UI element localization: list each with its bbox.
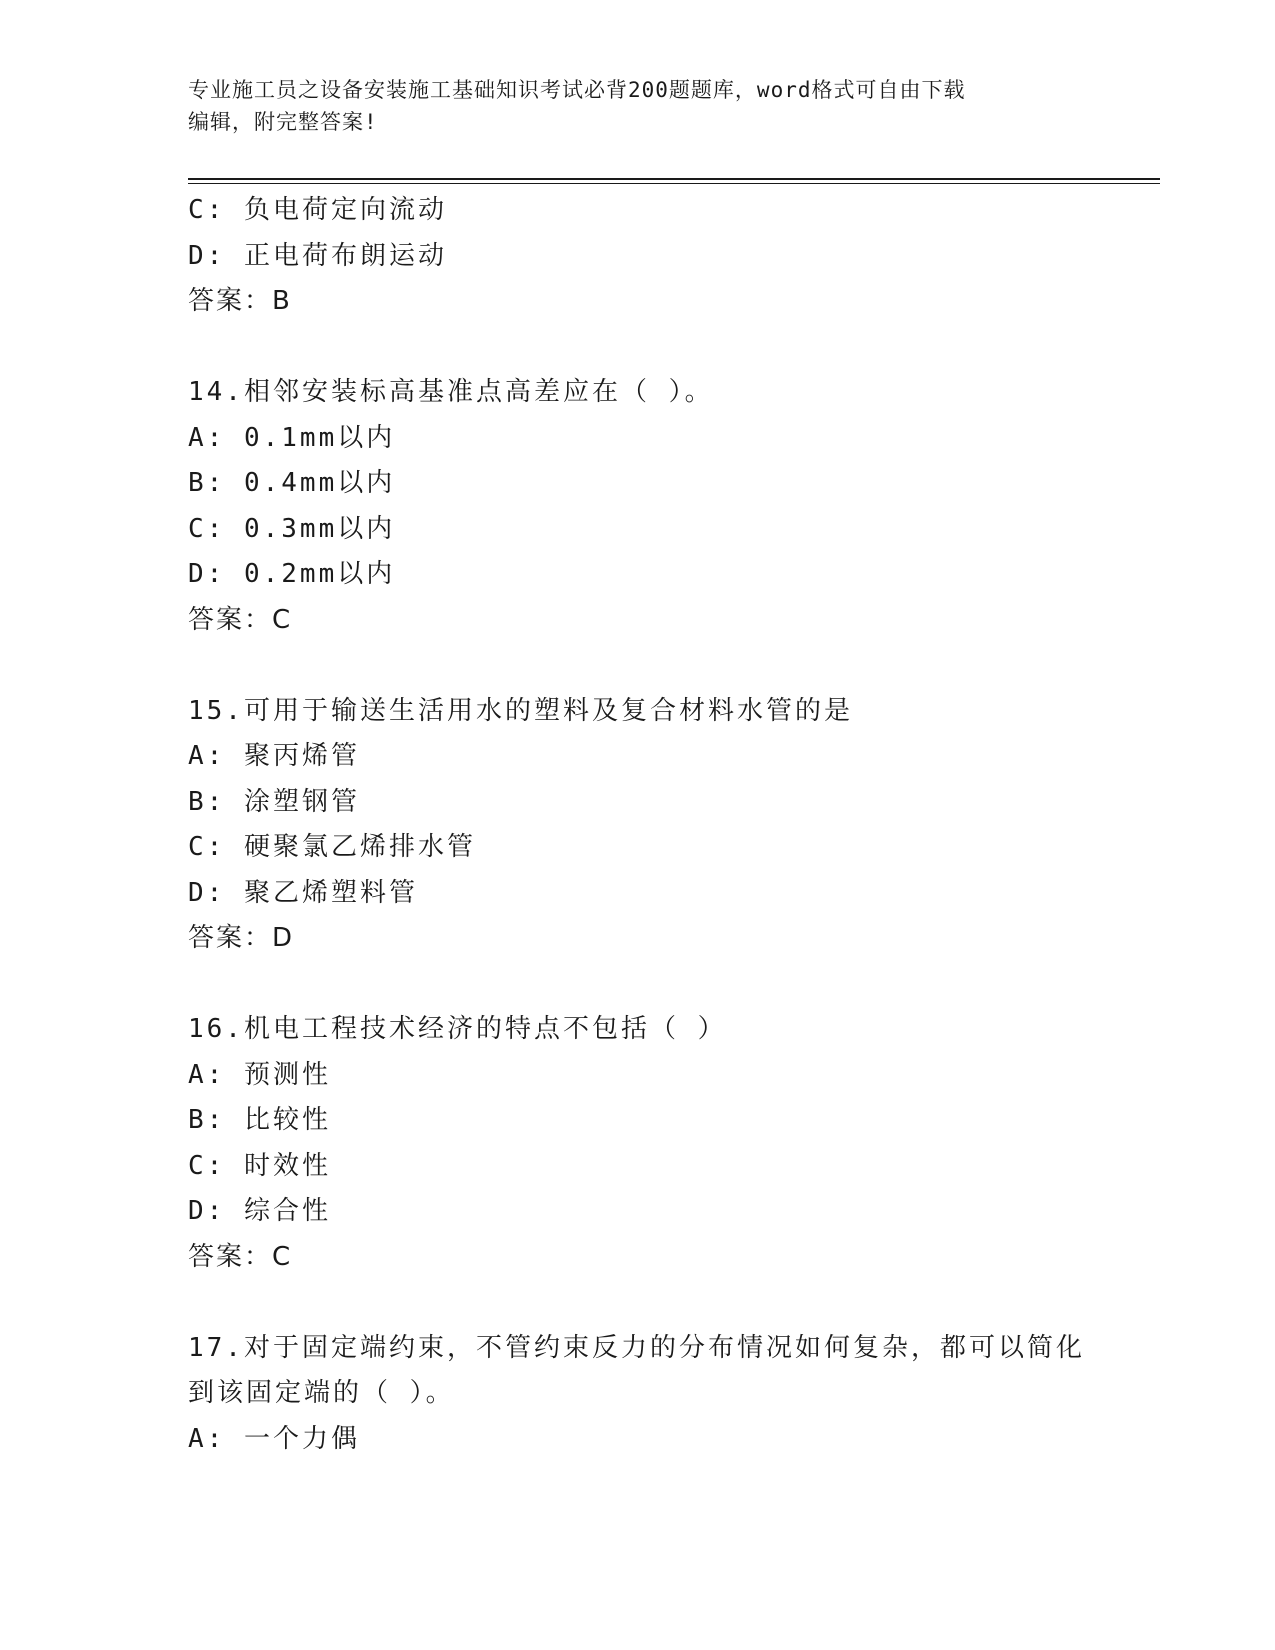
option-a: A: 一个力偶 — [188, 1423, 360, 1454]
option-d: D: 综合性 — [188, 1196, 331, 1226]
option-c: C: 0.3mm以内 — [188, 513, 396, 544]
header-divider-thick — [188, 178, 1160, 180]
option-a: A: 0.1mm以内 — [188, 422, 396, 453]
option-d: D: 正电荷布朗运动 — [188, 240, 447, 271]
answer-line: 答案：B — [188, 286, 292, 316]
option-d: D: 聚乙烯塑料管 — [188, 877, 418, 908]
header-line-2: 编辑，附完整答案! — [188, 110, 378, 134]
option-c: C: 负电荷定向流动 — [188, 195, 447, 225]
answer-line: 答案：C — [188, 604, 293, 635]
answer-line: 答案：C — [188, 1241, 293, 1272]
option-a: A: 预测性 — [188, 1059, 331, 1090]
answer-line: 答案：D — [188, 923, 295, 953]
question-stem: 15.可用于输送生活用水的塑料及复合材料水管的是 — [188, 695, 853, 726]
option-b: B: 0.4mm以内 — [188, 468, 396, 498]
option-c: C: 硬聚氯乙烯排水管 — [188, 832, 476, 862]
option-b: B: 比较性 — [188, 1105, 331, 1135]
option-a: A: 聚丙烯管 — [188, 741, 360, 771]
header-line-1: 专业施工员之设备安装施工基础知识考试必背200题题库，word格式可自由下载 — [188, 78, 966, 102]
option-d: D: 0.2mm以内 — [188, 559, 396, 589]
option-c: C: 时效性 — [188, 1150, 331, 1181]
question-stem-continued: 到该固定端的（ ）。 — [188, 1378, 455, 1408]
question-stem: 17.对于固定端约束，不管约束反力的分布情况如何复杂，都可以简化 — [188, 1332, 1085, 1363]
option-b: B: 涂塑钢管 — [188, 786, 360, 817]
question-stem: 16.机电工程技术经济的特点不包括（ ） — [188, 1014, 727, 1044]
question-stem: 14.相邻安装标高基准点高差应在（ ）。 — [188, 377, 714, 407]
header-divider-thin — [188, 183, 1160, 184]
document-header — [188, 74, 1088, 138]
question-list — [188, 188, 1088, 1462]
